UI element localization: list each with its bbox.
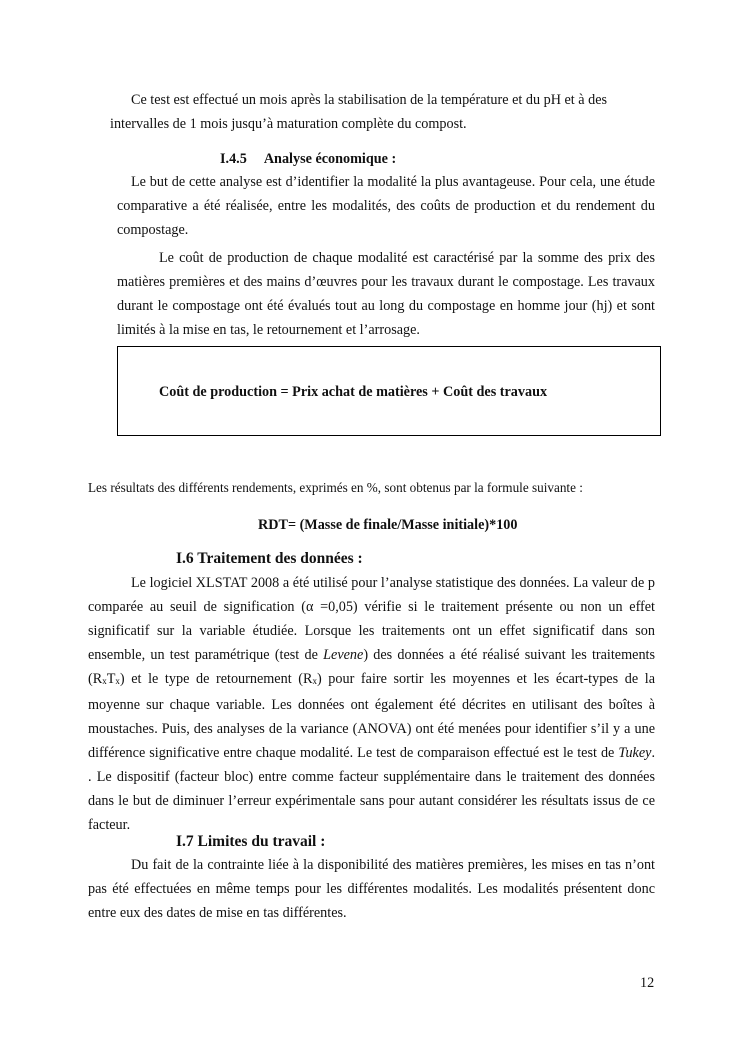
production-cost-formula: Coût de production = Prix achat de matières + Coût des travaux [159,384,548,400]
page-number: 12 [640,975,655,991]
yield-intro-text: Les résultats des différents rendements, exprimés en %, sont obtenus par la formule suivante : [88,480,583,495]
tukey-term: Tukey [618,745,652,761]
section-title: Analyse économique : [263,151,397,167]
section-heading-i7: I.7 Limites du travail : [176,833,326,850]
section-heading-i45 [220,151,396,168]
work-limits-paragraph: Du fait de la contrainte liée à la disponibilité des matières premières, les mises en tas n’ont pas été effectuées en même temps pour les différentes modalités. Les modalités présentent donc entre eux des dates de mise en tas différentes. [88,857,655,921]
section-number: I.4.5 [220,151,247,167]
intro-line-2: intervalles de 1 mois jusqu’à maturation complète du compost. [110,116,467,132]
intro-line-1: Ce test est effectué un mois après la stabilisation de la température et du pH et à des [131,92,608,108]
production-cost-formula-box [117,346,661,436]
economic-analysis-paragraph-1: Le but de cette analyse est d’identifier la modalité la plus avantageuse. Pour cela, une étude comparative a été réalisée, entre les modalités, des coûts de production et du rendement du compostage. [117,174,655,238]
data-processing-paragraph: Le logiciel XLSTAT 2008 a été utilisé pour l’analyse statistique des données. La valeur de p comparée au seuil de signification (α =0,05) vérifie si le traitement présente ou non un effet significatif sur la variable étudiée. Lorsque les traitements ont un effet significatif dans son ensemble, un test paramétrique (test de Levene) des données a été réalisé suivant les traitements (RxTx) et le type de retournement (Rx) pour faire sortir les moyennes et les écart-types de la moyenne sur chaque variable. Les données ont également été décrites en utilisant des boîtes à moustaches. Puis, des analyses de la variance (ANOVA) ont été menées pour identifier s’il y a une différence significative entre chaque modalité. Le test de comparaison effectué est le test de Tukey. . Le dispositif (facteur bloc) entre comme facteur supplémentaire dans le traitement des données dans le but de diminuer l’erreur expérimentale sans pour autant considérer les résultats issus de ce facteur. [88,575,656,833]
economic-analysis-paragraph-2: Le coût de production de chaque modalité est caractérisé par la somme des prix des matières premières et des mains d’œuvres pour les travaux durant le compostage. Les travaux durant le compostage ont été évalués tout au long du compostage en homme jour (hj) et sont limités à la mise en tas, le retournement et l’arrosage. [117,250,655,338]
section-heading-i6: I.6 Traitement des données : [176,550,363,567]
levene-term: Levene [323,647,364,663]
yield-formula: RDT= (Masse de finale/Masse initiale)*100 [258,517,518,533]
